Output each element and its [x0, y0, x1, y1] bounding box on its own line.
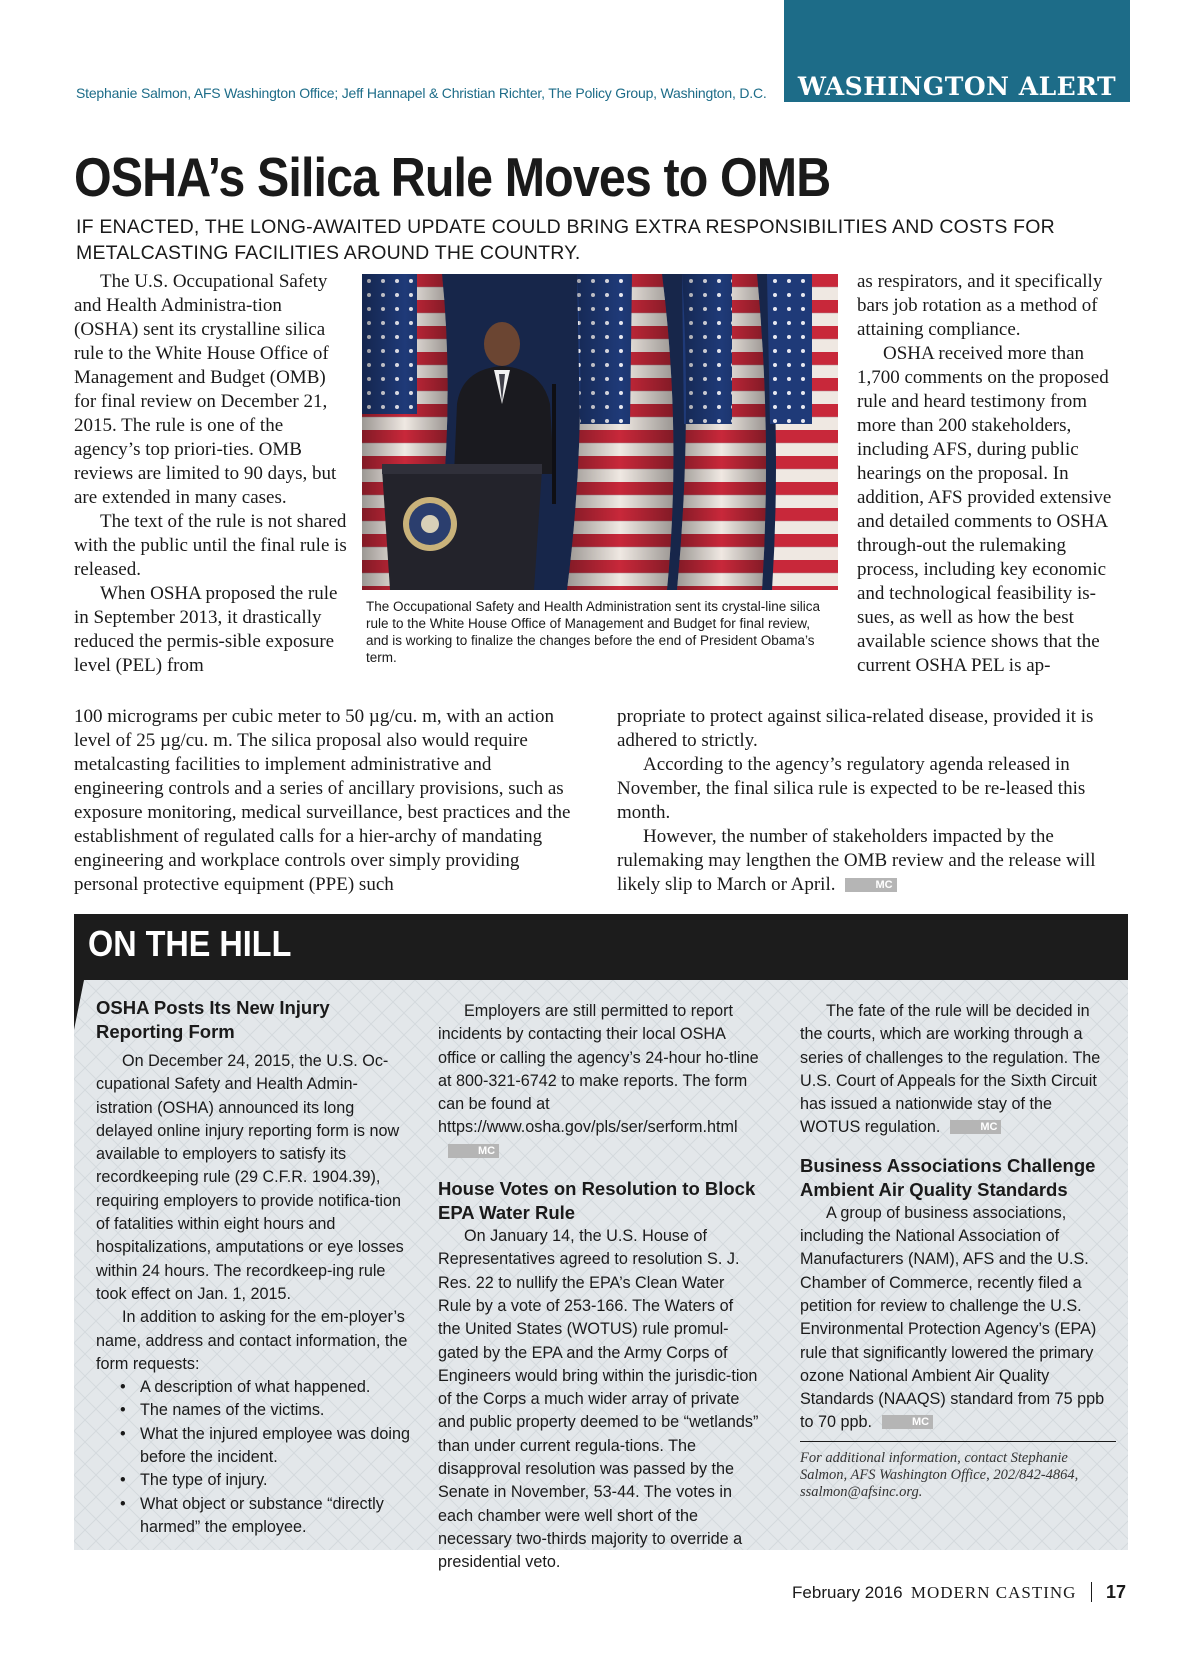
list-item: • What object or substance “directly harmed” the employee.	[120, 1493, 414, 1540]
paragraph: OSHA received more than 1,700 comments on the proposed rule and heard testimony from more than 200 stakeholders, including AFS, during public hearings on the proposal. In addition, AFS provided extensive and detailed comments to OSHA through-out the rulemaking process, including key economic and technological feasibility is-sues, as well as how the best available science shows that the current OSHA PEL is ap-	[857, 343, 1112, 676]
podium-flags-illustration	[362, 274, 838, 590]
article-left-column	[74, 270, 348, 678]
article-headline: OSHA’s Silica Rule Moves to OMB	[74, 146, 831, 208]
on-the-hill-title: ON THE HILL	[88, 923, 292, 964]
story-heading: House Votes on Resolution to Block EPA Water Rule	[438, 1178, 756, 1224]
issue-date: February 2016	[792, 1583, 903, 1602]
page-number: 17	[1105, 1582, 1126, 1602]
paragraph: In addition to asking for the em-ployer’s name, address and contact information, the form requests:	[96, 1308, 408, 1373]
article-right-column	[857, 270, 1125, 678]
article-deck: IF ENACTED, THE LONG-AWAITED UPDATE COULD BRING EXTRA RESPONSIBILITIES AND COSTS FOR METALCASTING FACILITIES AROUND THE COUNTRY.	[76, 216, 1055, 264]
paragraph: The text of the rule is not shared with the public until the final rule is released.	[74, 511, 347, 580]
podium	[382, 464, 542, 590]
section-name: WASHINGTON ALERT	[797, 72, 1117, 101]
article-bottom-right-column	[617, 705, 1127, 897]
page-footer	[700, 1582, 1126, 1603]
list-item: • The names of the victims.	[120, 1399, 414, 1422]
microphone-stand	[552, 384, 556, 504]
end-mark: MC	[882, 1415, 933, 1429]
article-photo	[362, 274, 838, 590]
end-mark: MC	[950, 1120, 1001, 1134]
end-mark: MC	[845, 878, 896, 892]
paragraph	[438, 1000, 760, 1163]
paragraph-text: Employers are still permitted to report incidents by contacting their local OSHA office or calling the agency’s 24-hour ho-tline at 800-321-6742 to make reports. The form can be found at https://www.osha.gov/pls/ser/serform.html	[438, 1002, 759, 1137]
story-heading: Business Associations Challenge Ambient Air Quality Standards	[800, 1154, 1096, 1200]
flag-center-right	[567, 274, 673, 590]
footer-separator	[1091, 1582, 1092, 1602]
paragraph: as respirators, and it specifically bars job rotation as a method of attaining compliance.	[857, 271, 1103, 340]
bullet-list	[96, 1376, 414, 1539]
paragraph	[617, 825, 1127, 897]
paragraph: On December 24, 2015, the U.S. Oc-cupational Safety and Health Admin-istration (OSHA) announced its long delayed online injury reporting form is now available to employers to satisfy its recordkeeping rule (29 C.F.R. 1904.39), requiring employers to provide notifica-tion of fatalities within eight hours and hospitalizations, amputations or eye losses within 24 hours. The recordkeep-ing rule took effect on Jan. 1, 2015.	[96, 1052, 404, 1303]
list-item: • A description of what happened.	[120, 1376, 414, 1399]
paragraph: The U.S. Occupational Safety and Health Administra-tion (OSHA) sent its crystalline silica rule to the White House Office of Management and Budget (OMB) for final review on December 21, 2015. The rule is one of the agency’s top priori-ties. OMB reviews are limited to 90 days, but are extended in many cases.	[74, 271, 337, 508]
paragraph-text: A group of business associations, including the National Association of Manufacturers (NAM), AFS and the U.S. Chamber of Commerce, recently filed a petition for review to challenge the U.S. Environmental Protection Agency’s (EPA) rule that significantly lowered the primary ozone National Ambient Air Quality Standards (NAAQS) standard from 75 ppb to 70 ppb.	[800, 1203, 1105, 1432]
end-mark: MC	[448, 1144, 499, 1158]
paragraph: 100 micrograms per cubic meter to 50 µg/cu. m, with an action level of 25 µg/cu. m. The silica proposal also would require metalcasting facilities to implement administrative and engineering controls and a series of ancillary provisions, such as exposure monitoring, medical surveillance, best practices and the establishment of regulated calls for a hier-archy of mandating engineering and workplace controls over simply providing personal protective equipment (PPE) such	[74, 706, 571, 895]
paragraph-text: However, the number of stakeholders impacted by the rulemaking may lengthen the OMB review and the release will likely slip to March or April.	[617, 826, 1096, 895]
list-item: • The type of injury.	[120, 1469, 414, 1492]
story-heading: OSHA Posts Its New Injury Reporting Form	[96, 997, 330, 1042]
photo-caption: The Occupational Safety and Health Administration sent its crystal-line silica rule to the White House Office of Management and Budget for final review, and is working to finalize the changes before the end of President Obama’s term.	[366, 599, 820, 665]
on-the-hill-notch	[74, 980, 84, 1030]
contact-divider	[800, 1441, 1116, 1501]
paragraph: On January 14, the U.S. House of Representatives agreed to resolution S. J. Res. 22 to nullify the EPA’s Clean Water Rule by a vote of 253-166. The Waters of the United States (WOTUS) rule promul-gated by the EPA and the Army Corps of Engineers would bring within the jurisdic-tion of the Corps a much wider array of private and public property deemed to be “wetlands” than under current regula-tions. The disapproval resolution was passed by the Senate in November, 53-44. The votes in each chamber were well short of the necessary two-thirds majority to override a presidential veto.	[438, 1227, 759, 1572]
paragraph: When OSHA proposed the rule in September 2013, it drastically reduced the permis-sible exposure level (PEL) from	[74, 583, 338, 676]
list-item: • What the injured employee was doing before the incident.	[120, 1423, 414, 1470]
magazine-name: MODERN CASTING	[910, 1583, 1077, 1602]
contact-info: For additional information, contact Stephanie Salmon, AFS Washington Office, 202/842-4864, ssalmon@afsinc.org.	[800, 1449, 1079, 1500]
hill-column-1	[96, 996, 414, 1539]
paragraph: propriate to protect against silica-related disease, provided it is adhered to strictly.	[617, 706, 1094, 751]
paragraph	[800, 1000, 1116, 1140]
paragraph	[800, 1202, 1116, 1435]
paragraph-text: The fate of the rule will be decided in the courts, which are working through a series of challenges to the regulation. The U.S. Court of Appeals for the Sixth Circuit has issued a nationwide stay of the WOTUS regulation.	[800, 1002, 1101, 1137]
flag-far-right	[767, 274, 838, 590]
hill-column-3	[800, 1000, 1116, 1501]
flag-right	[677, 274, 766, 590]
byline: Stephanie Salmon, AFS Washington Office; Jeff Hannapel & Christian Richter, The Policy Group, Washington, D.C.	[76, 85, 767, 101]
paragraph: According to the agency’s regulatory agenda released in November, the final silica rule is expected to be re-leased this month.	[617, 754, 1086, 823]
hill-column-2	[438, 1000, 760, 1575]
article-bottom-left-column	[74, 705, 584, 897]
